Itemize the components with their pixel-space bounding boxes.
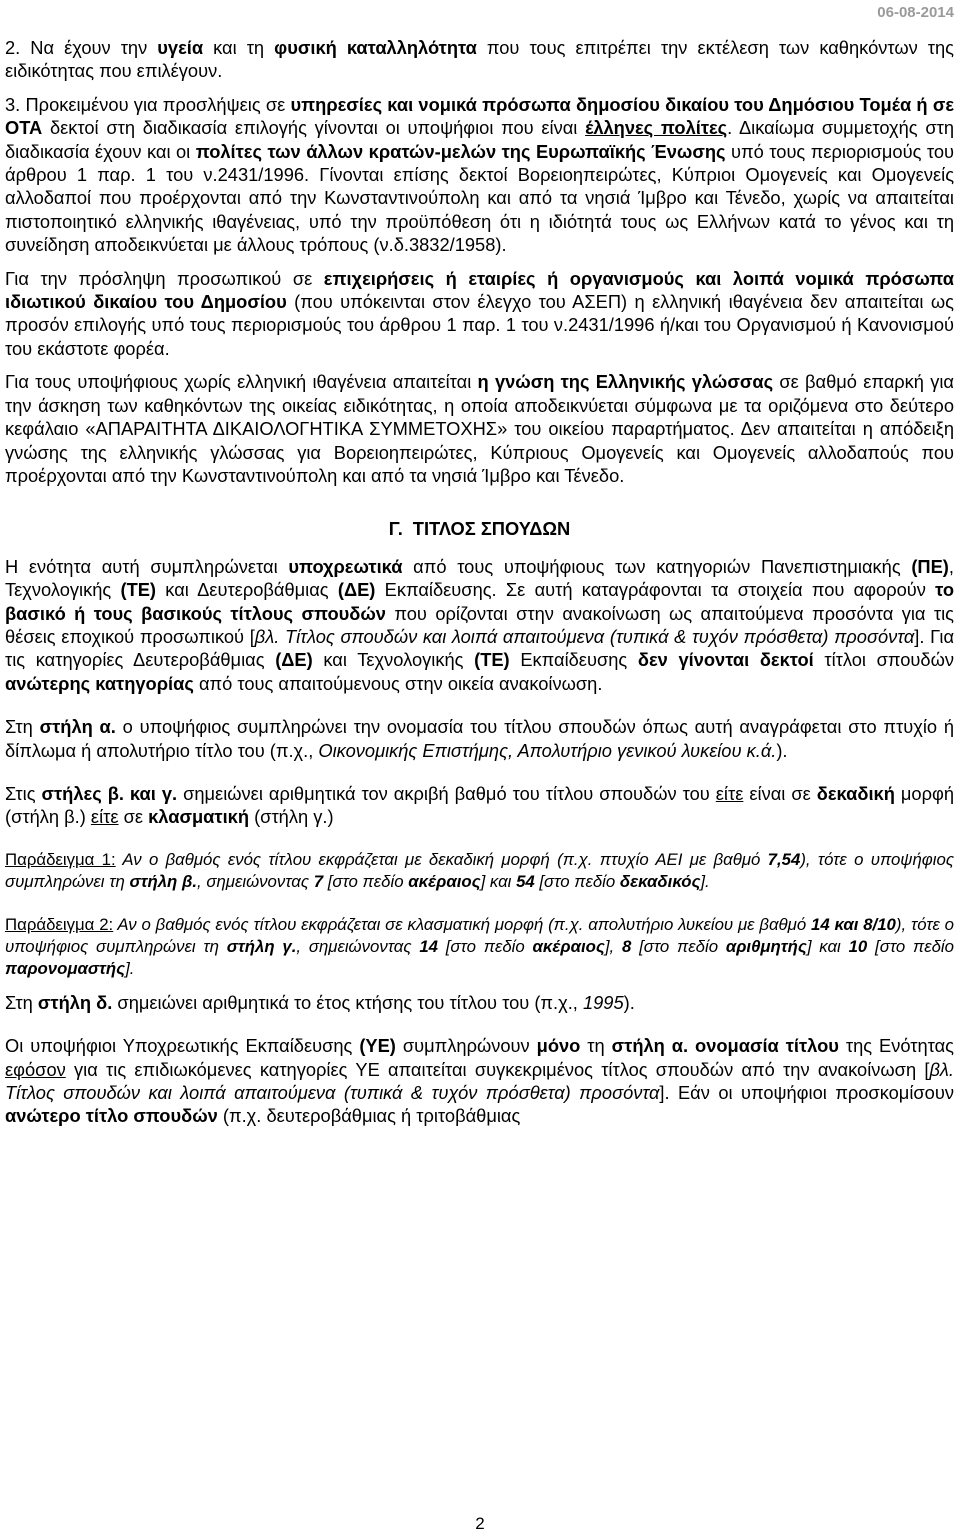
bold-text: στήλη γ. xyxy=(226,937,297,956)
section-letter: Γ. xyxy=(388,518,403,540)
bold-text: κλασματική xyxy=(148,806,250,828)
text: Στις xyxy=(5,782,42,804)
text: είναι σε xyxy=(743,782,817,804)
bold-text: υποχρεωτικά xyxy=(288,555,403,577)
bold-text: στήλη δ. xyxy=(37,991,113,1013)
text: , σημειώνοντας xyxy=(197,872,314,892)
text: δεκτοί στη διαδικασία επιλογής γίνονται οι υποψήφιοι που είναι xyxy=(42,117,586,139)
text: ], xyxy=(604,937,622,956)
bold-text: (ΤΕ) xyxy=(120,579,157,601)
bold-text: ανώτερο τίτλο σπουδών xyxy=(5,1105,218,1127)
text: 3. Προκειμένου για προσλήψεις σε xyxy=(5,93,291,115)
text: Εκπαίδευσης. Σε αυτή καταγράφονται τα στοιχεία που αφορούν xyxy=(375,579,936,601)
italic-text: Οικονομικής Επιστήμης, Απολυτήριο γενικού λυκείου κ.ά. xyxy=(318,739,777,761)
bold-text: 10 xyxy=(848,937,868,956)
text: [στο πεδίο xyxy=(867,937,954,956)
bold-text: στήλες β. και γ. xyxy=(41,782,178,804)
section-title xyxy=(5,517,954,540)
text: ). xyxy=(776,739,788,761)
text: [στο πεδίο xyxy=(323,872,409,892)
text: ] και xyxy=(806,937,849,956)
text: τίτλοι σπουδών xyxy=(813,649,954,671)
document-body xyxy=(5,36,954,1128)
page-number: 2 xyxy=(475,1514,485,1533)
bold-text: (ΠΕ) xyxy=(911,555,949,577)
item-3-paragraph xyxy=(5,93,954,257)
bold-text: πολίτες των άλλων κρατών-μελών της Ευρωπαϊκής Ένωσης xyxy=(195,140,726,162)
greek-language-paragraph xyxy=(5,370,954,487)
text: σημειώνει αριθμητικά το έτος κτήσης του τίτλου του (π.χ., xyxy=(112,991,583,1013)
bold-text: παρονομαστής xyxy=(5,959,126,979)
bold-text: στήλη α. xyxy=(39,716,116,738)
bold-text: η γνώση της Ελληνικής γλώσσας xyxy=(477,371,774,393)
text: από τους απαιτούμενους στην οικεία ανακοίνωση. xyxy=(193,672,603,694)
text: ]. xyxy=(125,959,135,979)
example-2-paragraph xyxy=(5,914,954,981)
bold-underlined-text: έλληνες πολίτες xyxy=(585,117,728,139)
text: , σημειώνοντας xyxy=(296,937,420,956)
bold-text: 54 xyxy=(516,872,535,892)
section-intro-paragraph xyxy=(5,555,954,695)
column-a-paragraph xyxy=(5,715,954,762)
text: σε xyxy=(118,806,149,828)
italic-text: βλ. Τίτλος σπουδών και λοιπά απαιτούμενα (τυπικά & τυχόν πρόσθετα) προσόντα xyxy=(5,1058,954,1104)
bold-text: 7,54 xyxy=(767,849,801,869)
text: υπό τους περιορισμούς του άρθρου 1 παρ. 1 του ν.2431/1996. Γίνονται επίσης δεκτοί Βορειοηπειρώτες, Κύπριοι Ομογενείς και Ομογενείς αλλοδαποί που προέρχονται από την Κωνσταντινούπολη και από τα νησιά Ίμβρο και Τένεδο, χωρίς να απαιτείται πιστοποιητικό ελληνικής ιθαγένειας, υπό την προϋπόθεση ότι η ιδιότητά τους ως Ελλήνων κατά το γένος και τη συνείδηση αποδεικνύεται με άλλους τρόπους (ν.δ.3832/1958). xyxy=(5,140,954,256)
bold-text: το βασικό ή τους βασικούς τίτλους σπουδών xyxy=(5,579,954,624)
text: Εκπαίδευσης xyxy=(509,649,638,671)
text: ]. Εάν οι υποψήφιοι προσκομίσουν xyxy=(659,1082,954,1104)
text: Για την πρόσληψη προσωπικού σε xyxy=(5,267,324,289)
bold-text: (ΔΕ) xyxy=(337,579,376,601)
underlined-text: είτε xyxy=(90,806,119,828)
text: και Δευτεροβάθμιας xyxy=(156,579,338,601)
columns-b-c-paragraph xyxy=(5,782,954,829)
section-heading: ΤΙΤΛΟΣ ΣΠΟΥΔΩΝ xyxy=(412,518,571,540)
bold-text: ανώτερης κατηγορίας xyxy=(5,672,194,694)
text: Για τους υποψήφιους χωρίς ελληνική ιθαγένεια απαιτείται xyxy=(5,371,478,393)
text: Οι υποψήφιοι Υποχρεωτικής Εκπαίδευσης xyxy=(5,1035,360,1057)
text: τη xyxy=(580,1035,612,1057)
text: (στήλη γ.) xyxy=(249,806,334,828)
text: και τη xyxy=(203,37,275,58)
text: για τις επιδιωκόμενες κατηγορίες ΥΕ απαιτείται συγκεκριμένος τίτλος σπουδών από την ανακοίνωση [ xyxy=(65,1058,930,1080)
bold-text: 14 xyxy=(419,937,438,956)
text: ]. xyxy=(700,872,710,892)
text: Η ενότητα αυτή συμπληρώνεται xyxy=(5,555,289,577)
text: Αν ο βαθμός ενός τίτλου εκφράζεται με δεκαδική μορφή (π.χ. πτυχίο ΑΕΙ με βαθμό xyxy=(115,849,768,869)
text: (που υπόκεινται στον έλεγχο του ΑΣΕΠ) η ελληνική ιθαγένεια δεν απαιτείται ως προσόν επιλογής υπό τους περιορισμούς του άρθρου 1 παρ. 1 του ν.2431/1996 ή/και του Οργανισμού ή Κανονισμού του εκάστοτε φορέα. xyxy=(5,291,954,359)
bold-text: 7 xyxy=(313,872,324,892)
text: . Δικαίωμα συμμετοχής στη διαδικασία έχουν και οι xyxy=(5,117,955,162)
private-law-paragraph xyxy=(5,267,954,361)
underlined-text: είτε xyxy=(715,782,744,804)
text: από τους υποψήφιους των κατηγοριών Πανεπιστημιακής xyxy=(402,555,912,577)
text: Στη xyxy=(5,991,38,1013)
text: συμπληρώνουν xyxy=(395,1035,537,1057)
example-1-paragraph xyxy=(5,849,954,894)
bold-text: μόνο xyxy=(536,1035,581,1057)
text: [στο πεδίο xyxy=(437,937,533,956)
text: Αν ο βαθμός ενός τίτλου εκφράζεται σε κλασματική μορφή (π.χ. απολυτήριο λυκείου με βαθμό xyxy=(113,914,811,934)
text: ]. Για τις κατηγορίες Δευτεροβάθμιας xyxy=(5,625,955,671)
text: της Ενότητας xyxy=(838,1035,954,1057)
text: ), τότε ο υποψήφιος συμπληρώνει τη xyxy=(5,914,955,956)
compulsory-education-paragraph xyxy=(5,1034,954,1128)
bold-text: δεκαδική xyxy=(816,782,895,804)
text: 2. Να έχουν την xyxy=(5,37,158,58)
text: , Τεχνολογικής xyxy=(5,555,954,601)
document-date: 06-08-2014 xyxy=(877,4,954,21)
column-d-paragraph xyxy=(5,991,954,1014)
text: σημειώνει αριθμητικά τον ακριβή βαθμό του τίτλου σπουδών του xyxy=(177,782,716,804)
bold-text: επιχειρήσεις ή εταιρίες ή οργανισμούς και λοιπά νομικά πρόσωπα ιδιωτικού δικαίου του Δημοσίου xyxy=(5,267,954,313)
bold-text: (ΔΕ) xyxy=(275,649,313,671)
text: ), τότε ο υποψήφιος συμπληρώνει τη xyxy=(5,849,954,892)
bold-text: αριθμητής xyxy=(725,937,807,956)
bold-text: 8 xyxy=(621,937,632,956)
underlined-text: εφόσον xyxy=(5,1058,66,1080)
text: και Τεχνολογικής xyxy=(312,649,475,671)
bold-text: 14 και 8/10 xyxy=(810,914,896,934)
bold-text: υπηρεσίες και νομικά πρόσωπα δημοσίου δικαίου του Δημόσιου Τομέα ή σε ΟΤΑ xyxy=(5,93,954,139)
text: Στη xyxy=(5,716,40,738)
italic-text: βλ. Τίτλος σπουδών και λοιπά απαιτούμενα (τυπικά & τυχόν πρόσθετα) προσόντα xyxy=(254,625,915,647)
bold-text: φυσική καταλληλότητα xyxy=(274,37,477,58)
text: ). xyxy=(623,991,635,1013)
bold-text: δεκαδικός xyxy=(619,872,701,892)
text: (π.χ. δευτεροβάθμιας ή τριτοβάθμιας xyxy=(217,1105,521,1127)
bold-text: δεν γίνονται δεκτοί xyxy=(637,649,814,671)
bold-text: (ΥΕ) xyxy=(359,1035,396,1057)
text: [στο πεδίο xyxy=(534,872,620,892)
bold-text: (ΤΕ) xyxy=(474,649,510,671)
text: [στο πεδίο xyxy=(631,937,726,956)
bold-text: ακέραιος xyxy=(408,872,481,892)
italic-text: 1995 xyxy=(582,991,624,1013)
text: σε βαθμό επαρκή για την άσκηση των καθηκόντων της οικείας ειδικότητας, η οποία αποδεικνύεται σύμφωνα με τα οριζόμενα στο δεύτερο κεφάλαιο «ΑΠΑΡΑΙΤΗΤΑ ΔΙΚΑΙΟΛΟΓΗΤΙΚΑ ΣΥΜΜΕΤΟΧΗΣ» του οικείου παραρτήματος. Δεν απαιτείται η απόδειξη γνώσης της ελληνικής γλώσσας για Βορειοηπειρώτες, Κύπριους Ομογενείς και Ομογενείς αλλοδαπούς που προέρχονται από την Κωνσταντινούπολη και από τα νησιά Ίμβρο και Τένεδο. xyxy=(5,371,954,486)
example-label: Παράδειγμα 1: xyxy=(5,849,116,869)
example-label: Παράδειγμα 2: xyxy=(5,914,114,934)
bold-text: στήλη α. ονομασία τίτλου xyxy=(611,1035,839,1057)
bold-text: υγεία xyxy=(157,37,204,58)
bold-text: ακέραιος xyxy=(532,937,605,956)
text: που ορίζονται στην ανακοίνωση ως απαιτούμενα προσόντα για τις θέσεις εποχικού προσωπικού [ xyxy=(5,602,954,647)
text: ] και xyxy=(480,872,517,892)
text: ο υποψήφιος συμπληρώνει την ονομασία του τίτλου σπουδών όπως αυτή αναγράφεται στο πτυχίο ή δίπλωμα ή απολυτήριο τίτλο του (π.χ., xyxy=(5,716,954,761)
bold-text: στήλη β. xyxy=(129,872,198,892)
item-2-paragraph xyxy=(5,36,954,83)
text: μορφή (στήλη β.) xyxy=(5,782,955,828)
text: που τους επιτρέπει την εκτέλεση των καθηκόντων της ειδικότητας που επιλέγουν. xyxy=(5,37,954,82)
